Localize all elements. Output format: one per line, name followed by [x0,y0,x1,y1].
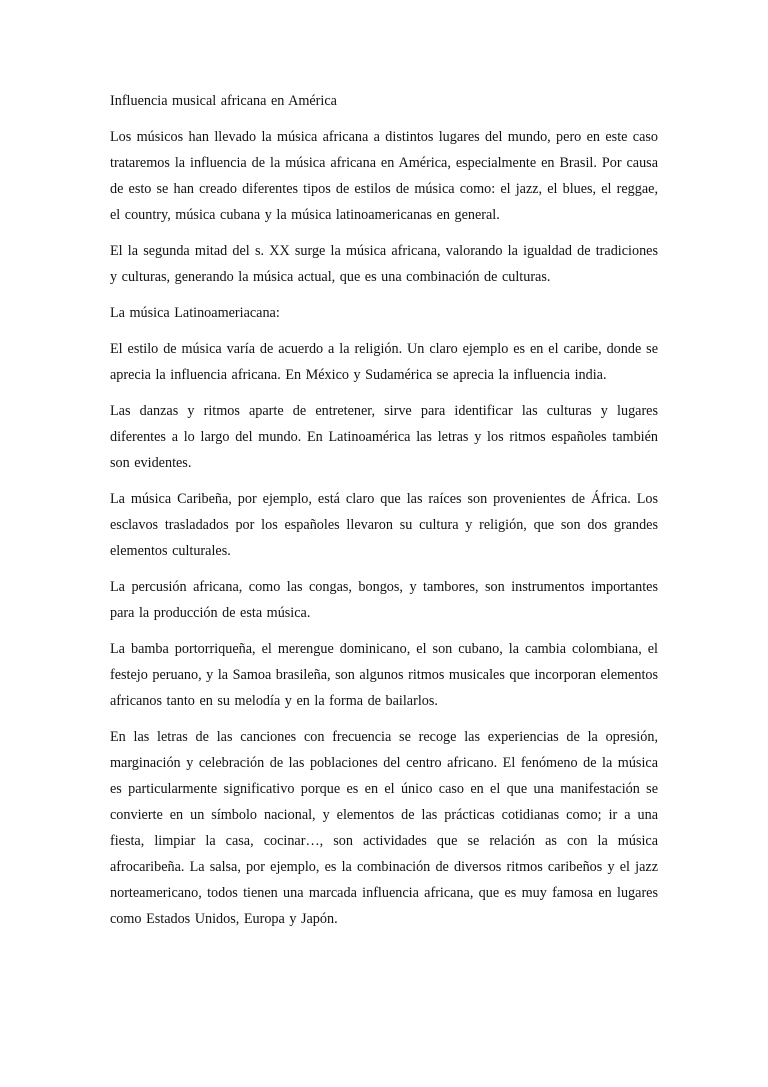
paragraph-music-style-religion: El estilo de música varía de acuerdo a la religión. Un claro ejemplo es en el caribe, donde se aprecia la influencia africana. En México y Sudamérica se aprecia la influencia india. [110,341,658,383]
document-title: Influencia musical africana en América [110,93,337,109]
paragraph-second-half-century: El la segunda mitad del s. XX surge la música africana, valorando la igualdad de tradiciones y culturas, generando la música actual, que es una combinación de culturas. [110,243,658,285]
paragraph-song-lyrics: En las letras de las canciones con frecuencia se recoge las experiencias de la opresión, marginación y celebración de las poblaciones del centro africano. El fenómeno de la música es particularmente significativo porque es en el único caso en el que una manifestación se convierte en un símbolo nacional, y elementos de las prácticas cotidianas como; ir a una fiesta, limpiar la casa, cocinar…, son actividades que se relación as con la música afrocaribeña. La salsa, por ejemplo, es la combinación de diversos ritmos caribeños y el jazz norteamericano, todos tienen una marcada influencia africana, que es muy famosa en lugares como Estados Unidos, Europa y Japón. [110,729,658,927]
document-page [110,88,658,942]
paragraph-african-percussion: La percusión africana, como las congas, bongos, y tambores, son instrumentos importantes para la producción de esta música. [110,579,658,621]
paragraph-rhythms-list: La bamba portorriqueña, el merengue dominicano, el son cubano, la cambia colombiana, el festejo peruano, y la Samoa brasileña, son algunos ritmos musicales que incorporan elementos africanos tanto en su melodía y en la forma de bailarlos. [110,641,658,709]
section-heading-latin-music: La música Latinoameriacana: [110,305,280,321]
paragraph-intro: Los músicos han llevado la música africana a distintos lugares del mundo, pero en este caso trataremos la influencia de la música africana en América, especialmente en Brasil. Por causa de esto se han creado diferentes tipos de estilos de música como: el jazz, el blues, el reggae, el country, música cubana y la música latinoamericanas en general. [110,129,658,223]
paragraph-dances-rhythms: Las danzas y ritmos aparte de entretener, sirve para identificar las culturas y lugares diferentes a lo largo del mundo. En Latinoamérica las letras y los ritmos españoles también son evidentes. [110,403,658,471]
paragraph-caribbean-music: La música Caribeña, por ejemplo, está claro que las raíces son provenientes de África. Los esclavos trasladados por los españoles llevaron su cultura y religión, que son dos grandes elementos culturales. [110,491,658,559]
